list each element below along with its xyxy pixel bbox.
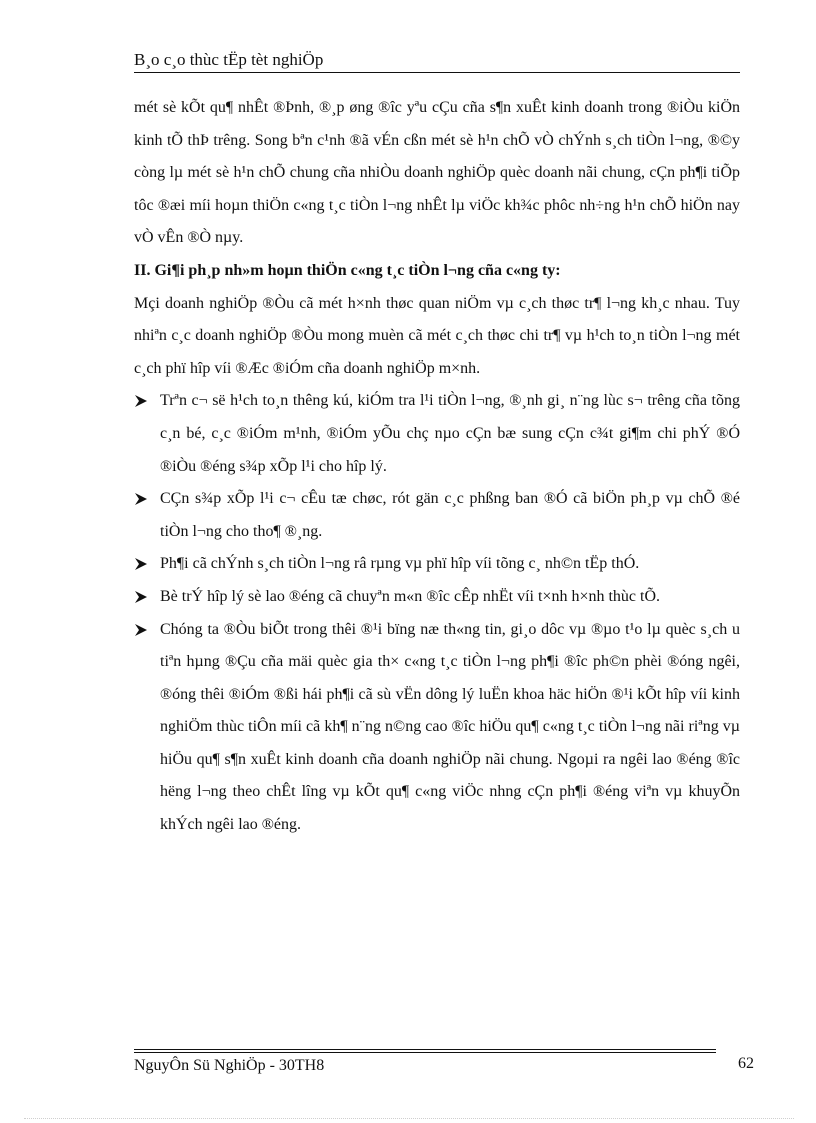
list-item [134,614,740,842]
bullet-list [134,385,740,841]
arrowhead-bullet-icon [134,557,148,571]
list-item [134,581,740,614]
arrowhead-bullet-icon [134,492,148,506]
intro-paragraph: mét sè kÕt qu¶ nhÊt ®Þnh, ®¸p øng ®îc yªu cÇu cña s¶n xuÊt kinh doanh trong ®iÒu kiÖn kinh tÕ thÞ trêng. Song bªn c¹nh ®ã vÉn cßn mét sè h¹n chÕ vÒ chÝnh s¸ch tiÒn l¬ng, ®©y còng lµ mét sè h¹n chÕ chung cña nhiÒu doanh nghiÖp quèc doanh nãi chung, cÇn ph¶i tiÕp tôc ®æi míi hoµn thiÖn c«ng t¸c tiÒn l¬ng nhÊt lµ viÖc kh¾c phôc nh÷ng h¹n chÕ hiÖn nay vÒ vÊn ®Ò nµy. [134,99,740,247]
list-item-text: Bè trÝ hîp lý sè lao ®éng cã chuyªn m«n ®îc cÊp nhËt víi t×nh h×nh thùc tÕ. [160,587,661,605]
arrowhead-bullet-icon [134,623,148,637]
arrowhead-bullet-icon [134,394,148,408]
footer-rule [134,1052,716,1053]
list-item [134,483,740,548]
list-item [134,385,740,483]
header-rule [134,72,740,73]
list-item-text: Trªn c¬ së h¹ch to¸n thêng kú, kiÓm tra l¹i tiÒn l¬ng, ®¸nh gi¸ n¨ng lùc s¬ trêng cña tõng c¸n bé, c¸c ®iÓm m¹nh, ®iÓm yÕu chç nµo cÇn bæ sung cÇn c¾t gi¶m chi phÝ ®Ó ®iÒu ®éng s¾p xÕp l¹i cho hîp lý. [160,392,740,475]
footer-rule [134,1049,716,1050]
arrowhead-bullet-icon [134,590,148,604]
document-body [134,92,740,842]
section-heading: II. Gi¶i ph¸p nh»m hoµn thiÖn c«ng t¸c tiÒn l¬ng cña c«ng ty: [134,261,561,279]
list-item-text: Chóng ta ®Òu biÕt trong thêi ®¹i bïng næ th«ng tin, gi¸o dôc vµ ®µo t¹o lµ quèc s¸ch u tiªn hµng ®Çu cña mäi quèc gia th× c«ng t¸c tiÒn l¬ng ph¶i ®îc ph©n phèi ®óng ngêi, ®óng thêi ®iÓm ®ßi hái ph¶i cã sù vËn dông lý luËn khoa häc hiÖn ®¹i kÕt hîp víi kinh nghiÖm thùc tiÔn míi cã kh¶ n¨ng n©ng cao ®îc hiÖu qu¶ c«ng t¸c tiÒn l¬ng nãi riªng vµ hiÖu qu¶ s¶n xuÊt kinh doanh cña doanh nghiÖp nãi chung. Ngoµi ra ngêi lao ®éng ®îc hëng l¬ng theo chÊt lîng vµ kÕt qu¶ c«ng viÖc nhng cÇn ph¶i ®éng viªn vµ khuyÕn khÝch ngêi lao ®éng. [160,620,740,834]
page-header-title: B¸o c¸o thùc tËp tèt nghiÖp [134,50,324,69]
list-item-text: CÇn s¾p xÕp l¹i c¬ cÊu tæ chøc, rót gän c¸c phßng ban ®Ó cã biÖn ph¸p vµ chÕ ®é tiÒn l¬ng cho tho¶ ®¸ng. [160,490,740,540]
page-number: 62 [738,1055,754,1072]
list-item [134,548,740,581]
section-paragraph: Mçi doanh nghiÖp ®Òu cã mét h×nh thøc quan niÖm vµ c¸ch thøc tr¶ l¬ng kh¸c nhau. Tuy nhiªn c¸c doanh nghiÖp ®Òu mong muèn cã mét c¸ch thøc chi tr¶ vµ h¹ch to¸n tiÒn l¬ng mét c¸ch phï hîp víi ®Æc ®iÓm cña doanh nghiÖp m×nh. [134,294,740,377]
page-edge-divider [24,1118,794,1119]
list-item-text: Ph¶i cã chÝnh s¸ch tiÒn l¬ng râ rµng vµ phï hîp víi tõng c¸ nh©n tËp thÓ. [160,555,640,573]
footer-author: NguyÔn Sü NghiÖp - 30TH8 [134,1057,325,1074]
